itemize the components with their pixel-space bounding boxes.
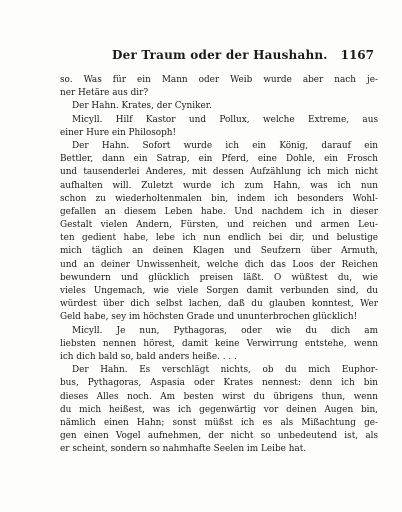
- text-line: du mich heißest, was ich gegenwärtig vor deinen Augen bin,: [60, 404, 378, 415]
- text-line: würdest über dich selbst lachen, daß du glauben konntest, Wer: [60, 299, 378, 310]
- text-line: mich täglich an deinen Klagen und Seufzern über Armuth,: [60, 246, 378, 257]
- text-line: er scheint, sondern so nahmhafte Seelen im Leibe hat.: [60, 444, 307, 455]
- text-line: und an deiner Unwissenheit, welche dich das Loos der Reichen: [60, 259, 378, 270]
- text-line: gefallen an diesem Leben habe. Und nachdem ich in dieser: [60, 206, 378, 217]
- text-line: Der Hahn. Krates, der Cyniker.: [72, 101, 212, 112]
- text-line: bewundern und glücklich preisen läßt. O wüßtest du, wie: [60, 272, 378, 283]
- text-line: schon zu wiederholtenmalen bin, indem ich besonders Wohl-: [60, 193, 378, 204]
- text-line: bus, Pythagoras, Aspasia oder Krates nennest: denn ich bin: [60, 378, 378, 389]
- body-text: [60, 74, 378, 456]
- text-line: Geld habe, sey im höchsten Grade und ununterbrochen glücklich!: [60, 312, 358, 323]
- running-title: Der Traum oder der Haushahn.: [112, 48, 328, 62]
- text-line: einer Hure ein Philosoph!: [60, 127, 177, 138]
- text-line: ner Hetäre aus dir?: [60, 88, 149, 99]
- text-line: Bettler, dann ein Satrap, ein Pferd, eine Dohle, ein Frosch: [60, 154, 378, 165]
- text-line: liebsten nennen hörest, damit keine Verwirrung entstehe, wenn: [60, 338, 378, 349]
- text-line: aufhalten will. Zuletzt wurde ich zum Hahn, was ich nun: [60, 180, 378, 191]
- running-header: [112, 48, 374, 62]
- text-line: ich dich bald so, bald anders heiße. . . .: [60, 351, 237, 362]
- text-line: so. Was für ein Mann oder Weib wurde aber nach je-: [60, 75, 378, 85]
- text-line: Der Hahn. Sofort wurde ich ein König, darauf ein: [72, 140, 378, 151]
- page-number: 1167: [340, 48, 374, 62]
- text-line: Micyll. Hilf Kastor und Pollux, welche Extreme, aus: [72, 114, 378, 125]
- text-line: Gestalt vielen Andern, Fürsten, und reichen und armen Leu-: [60, 220, 378, 231]
- text-line: Der Hahn. Es verschlägt nichts, ob du mich Euphor-: [72, 365, 378, 376]
- text-line: gen einen Vogel aufnehmen, der nicht so unbedeutend ist, als: [60, 431, 378, 442]
- text-line: ten gedient habe, lebe ich nun endlich bei dir, und belustige: [60, 233, 378, 244]
- text-line: vieles Ungemach, wie viele Sorgen damit verbunden sind, du: [60, 286, 378, 296]
- text-line: und tausenderlei Anderes, mit dessen Aufzählung ich mich nicht: [60, 167, 378, 178]
- text-line: dieses Alles noch. Am besten wirst du übrigens thun, wenn: [60, 391, 378, 402]
- text-line: Micyll. Je nun, Pythagoras, oder wie du dich am: [72, 325, 378, 336]
- text-line: nämlich einen Hahn; sonst müßst ich es als Mißachtung ge-: [60, 417, 378, 428]
